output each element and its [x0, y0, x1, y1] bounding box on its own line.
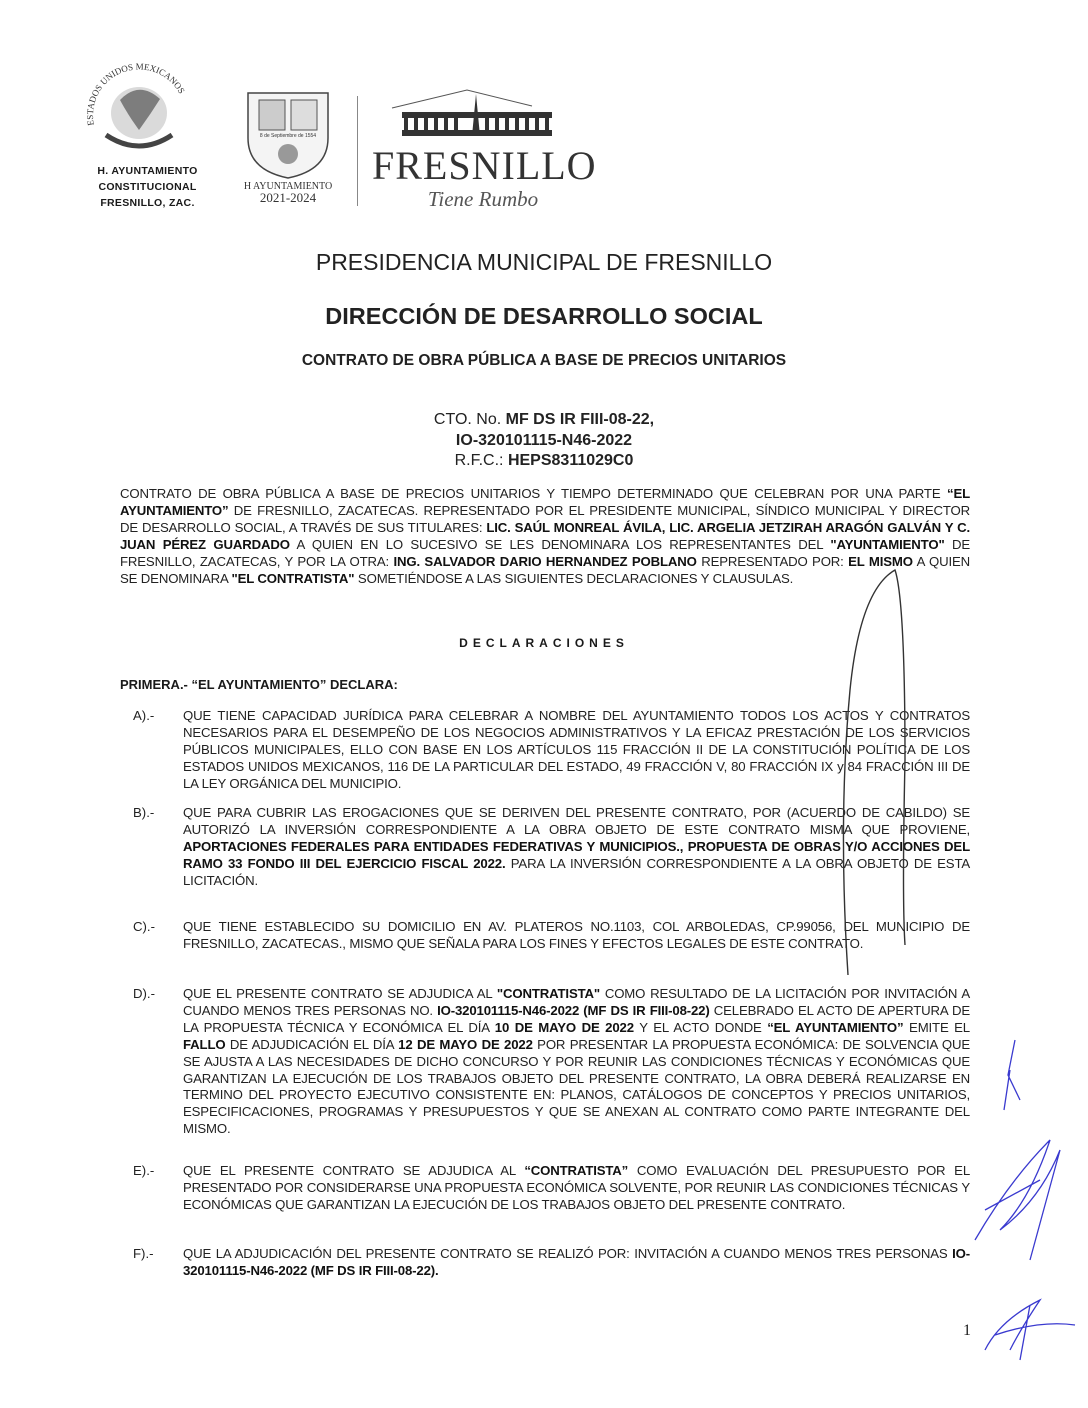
bold-text-segment: "CONTRATISTA" — [496, 986, 600, 1001]
text-segment: PARA LA INVERSIÓN CORRESPONDIENTE A LA OBRA OBJETO DE ESTA LICITACIÓN. — [183, 855, 971, 888]
text-segment: DE ADJUDICACIÓN EL DÍA — [225, 1036, 399, 1052]
rfc-value: HEPS8311029C0 — [507, 452, 634, 469]
contract-ids — [0, 410, 1088, 472]
bold-text-segment: LIC. SAÚL MONREAL ÁVILA, LIC. ARGELIA JETZIRAH ARAGÓN GALVÁN Y C. JUAN PÉREZ GUARDADO — [120, 519, 971, 552]
declaration-label: F).- — [133, 1246, 154, 1261]
text-segment: POR PRESENTAR LA PROPUESTA ECONÓMICA: DE SOLVENCIA QUE SE AJUSTA A LAS NECESIDADES DE DICHO CONCURSO Y POR REUNIR LAS CONDICIONES TÉCNICAS Y ECONÓMICAS QUE GARANTIZAN LA EJECUCIÓN DE LOS TRABAJOS OBJETO DEL PRESENTE CONTRATO, LA OBRA DEBERÁ REALIZARSE EN TERMINO DEL PROYECTO EJECUTIVO CONSISTENTE EN: PLANOS, CATÁLOGOS DE CONCEPTOS Y PRECIOS UNITARIOS, ESPECIFICACIONES, PROGRAMAS Y PRESUPUESTOS Y QUE SE ANEXAN AL CONTRATO COMO PARTE INTEGRANTE DEL MISMO. — [183, 1036, 970, 1137]
seal-caption — [70, 163, 225, 211]
text-segment: DE FRESNILLO, ZACATECAS. REPRESENTADO POR EL PRESIDENTE MUNICIPAL, SÍNDICO MUNICIPAL Y DIRECTOR DE DESARROLLO SOCIAL, A TRAVÉS DE SUS TITULARES: — [120, 502, 970, 535]
declaraciones-heading: DECLARACIONES — [459, 636, 629, 650]
declaration-text — [183, 1163, 970, 1214]
text-segment: QUE EL PRESENTE CONTRATO SE ADJUDICA AL — [183, 1163, 525, 1178]
brand-name: FRESNILLO — [372, 143, 597, 188]
declaration-text — [183, 708, 970, 793]
shield-years: 2021-2024 — [259, 190, 317, 205]
bold-text-segment: IO-320101115-N46-2022 (MF DS IR FIII-08-22) — [437, 1002, 710, 1018]
text-segment: COMO EVALUACIÓN DEL PRESUPUESTO POR EL PRESENTADO POR CONSIDERARSE UNA PROPUESTA ECONÓMICA SOLVENTE, POR REUNIR LAS CONDICIONES TÉCNICAS Y ECONÓMICAS QUE GARANTIZAN LA EJECUCIÓN DE LOS TRABAJOS OBJETO DEL PRESENTE CONTRATO. — [183, 1163, 970, 1212]
bold-text-segment: FALLO — [183, 1036, 226, 1052]
municipal-shield — [245, 90, 331, 180]
brand-slogan: Tiene Rumbo — [427, 187, 539, 211]
text-segment: SOMETIÉNDOSE A LAS SIGUIENTES DECLARACIONES Y CLAUSULAS. — [354, 570, 794, 586]
bold-text-segment: IO-320101115-N46-2022 (MF DS IR FIII-08-22). — [183, 1246, 970, 1278]
cto-value: MF DS IR FIII-08-22, — [505, 411, 655, 428]
shield-icon — [245, 90, 331, 180]
building-skyline-icon — [372, 86, 594, 142]
cto-label: CTO. No. — [433, 411, 506, 428]
declaration-label: D).- — [133, 986, 155, 1001]
seal-caption-line: H. AYUNTAMIENTO — [97, 165, 198, 177]
rfc — [0, 451, 1088, 472]
svg-text:ESTADOS UNIDOS MEXICANOS: ESTADOS UNIDOS MEXICANOS — [84, 61, 187, 127]
text-segment: QUE TIENE CAPACIDAD JURÍDICA PARA CELEBRAR A NOMBRE DEL AYUNTAMIENTO TODOS LOS ACTOS Y CONTRATOS NECESARIOS PARA EL DESEMPEÑO DE LOS NEGOCIOS ADMINISTRATIVOS Y LA EFICAZ PRESTACIÓN DE LOS SERVICIOS PÚBLICOS MUNICIPALES, ELLO CON BASE EN LOS ARTÍCULOS 115 FRACCIÓN II DE LA CONSTITUCIÓN POLÍTICA DE LOS ESTADOS UNIDOS MEXICANOS, 116 DE LA PARTICULAR DEL ESTADO, 49 FRACCIÓN V, 80 FRACCIÓN IX y 84 FRACCIÓN III DE LA LEY ORGÁNICA DEL MUNICIPIO. — [183, 708, 970, 791]
fresnillo-logo — [372, 86, 597, 211]
text-segment: DE FRESNILLO, ZACATECAS, Y POR LA OTRA: — [120, 536, 970, 569]
text-segment: CONTRATO DE OBRA PÚBLICA A BASE DE PRECIOS UNITARIOS Y TIEMPO DETERMINADO QUE CELEBRAN POR UNA PARTE — [120, 486, 947, 501]
text-segment: REPRESENTADO POR: — [696, 553, 849, 569]
text-segment: CELEBRADO EL ACTO DE APERTURA DE LA PROPUESTA TÉCNICA Y ECONÓMICA EL DÍA — [183, 1002, 970, 1035]
declaration-text — [183, 986, 970, 1138]
declaration-label: E).- — [133, 1163, 155, 1178]
bold-text-segment: “EL AYUNTAMIENTO” — [767, 1019, 904, 1035]
intro-paragraph — [120, 486, 970, 587]
signature-blue-3-icon — [985, 1300, 1075, 1360]
declaration-text — [183, 1246, 970, 1280]
header-divider — [357, 96, 358, 206]
rfc-label: R.F.C.: — [454, 452, 508, 469]
bold-text-segment: "EL CONTRATISTA" — [231, 570, 355, 586]
svg-text:8 de Septiembre de 1554: 8 de Septiembre de 1554 — [259, 133, 317, 139]
text-segment: A QUIEN SE DENOMINARA — [120, 553, 970, 586]
bold-text-segment: “EL AYUNTAMIENTO” — [120, 486, 970, 518]
bold-text-segment: ING. SALVADOR DARIO HERNANDEZ POBLANO — [393, 553, 697, 569]
seal-caption-line: FRESNILLO, ZAC. — [100, 197, 195, 209]
text-segment: QUE PARA CUBRIR LAS EROGACIONES QUE SE DERIVEN DEL PRESENTE CONTRATO, POR (ACUERDO DE CABILDO) SE AUTORIZÓ LA INVERSIÓN CORRESPONDIENTE A LA OBRA OBJETO DE ESTE CONTRATO MISMA QUE PROVIENE, — [183, 805, 970, 837]
declaration-text — [183, 919, 970, 953]
text-segment: EMITE EL — [903, 1019, 970, 1035]
io-value: IO-320101115-N46-2022 — [455, 431, 633, 449]
declaration-label: A).- — [133, 708, 155, 723]
declaration-label: C).- — [133, 919, 155, 934]
bold-text-segment: 12 DE MAYO DE 2022 — [398, 1036, 533, 1052]
text-segment: COMO RESULTADO DE LA LICITACIÓN POR INVITACIÓN A CUANDO MENOS TRES PERSONAS NO. — [183, 986, 970, 1018]
page-number: 1 — [963, 1322, 971, 1339]
declaration-text — [183, 805, 970, 890]
signature-blue-1-icon — [1004, 1040, 1020, 1110]
bold-text-segment: 10 DE MAYO DE 2022 — [494, 1019, 634, 1035]
primera-heading: PRIMERA.- “EL AYUNTAMIENTO” DECLARA: — [120, 677, 398, 692]
bold-text-segment: APORTACIONES FEDERALES PARA ENTIDADES FEDERATIVAS Y MUNICIPIOS., PROPUESTA DE OBRAS Y/O ACCIONES DEL RAMO 33 FONDO III DEL EJERCICIO FISCAL 2022. — [183, 838, 970, 871]
text-segment: QUE TIENE ESTABLECIDO SU DOMICILIO EN AV. PLATEROS NO.1103, COL ARBOLEDAS, CP.99056, DEL MUNICIPIO DE FRESNILLO, ZACATECAS., MISMO QUE SEÑALA PARA LOS FINES Y EFECTOS LEGALES DE ESTE CONTRATO. — [183, 919, 970, 951]
declaration-label: B).- — [133, 805, 155, 820]
signature-blue-2-icon — [975, 1140, 1060, 1260]
cto-number — [0, 410, 1088, 431]
eagle-seal-icon — [80, 55, 198, 163]
text-segment: A QUIEN EN LO SUCESIVO SE LES DENOMINARA LOS REPRESENTANTES DEL — [289, 536, 831, 552]
national-seal — [80, 55, 198, 163]
text-segment: QUE LA ADJUDICACIÓN DEL PRESENTE CONTRATO SE REALIZÓ POR: INVITACIÓN A CUANDO MENOS TRES PERSONAS — [183, 1246, 953, 1261]
bold-text-segment: EL MISMO — [848, 553, 913, 569]
bold-text-segment: “CONTRATISTA” — [524, 1163, 629, 1178]
presidencia-title: PRESIDENCIA MUNICIPAL DE FRESNILLO — [315, 249, 773, 275]
direccion-title: DIRECCIÓN DE DESARROLLO SOCIAL — [325, 303, 763, 329]
seal-caption-line: CONSTITUCIONAL — [98, 181, 197, 193]
contrato-title: CONTRATO DE OBRA PÚBLICA A BASE DE PRECIOS UNITARIOS — [301, 352, 787, 369]
text-segment: Y EL ACTO DONDE — [633, 1019, 768, 1035]
bold-text-segment: "AYUNTAMIENTO" — [830, 536, 945, 552]
io-number — [0, 431, 1088, 452]
text-segment: QUE EL PRESENTE CONTRATO SE ADJUDICA AL — [183, 986, 497, 1001]
shield-caption: H AYUNTAMIENTO — [243, 181, 333, 192]
